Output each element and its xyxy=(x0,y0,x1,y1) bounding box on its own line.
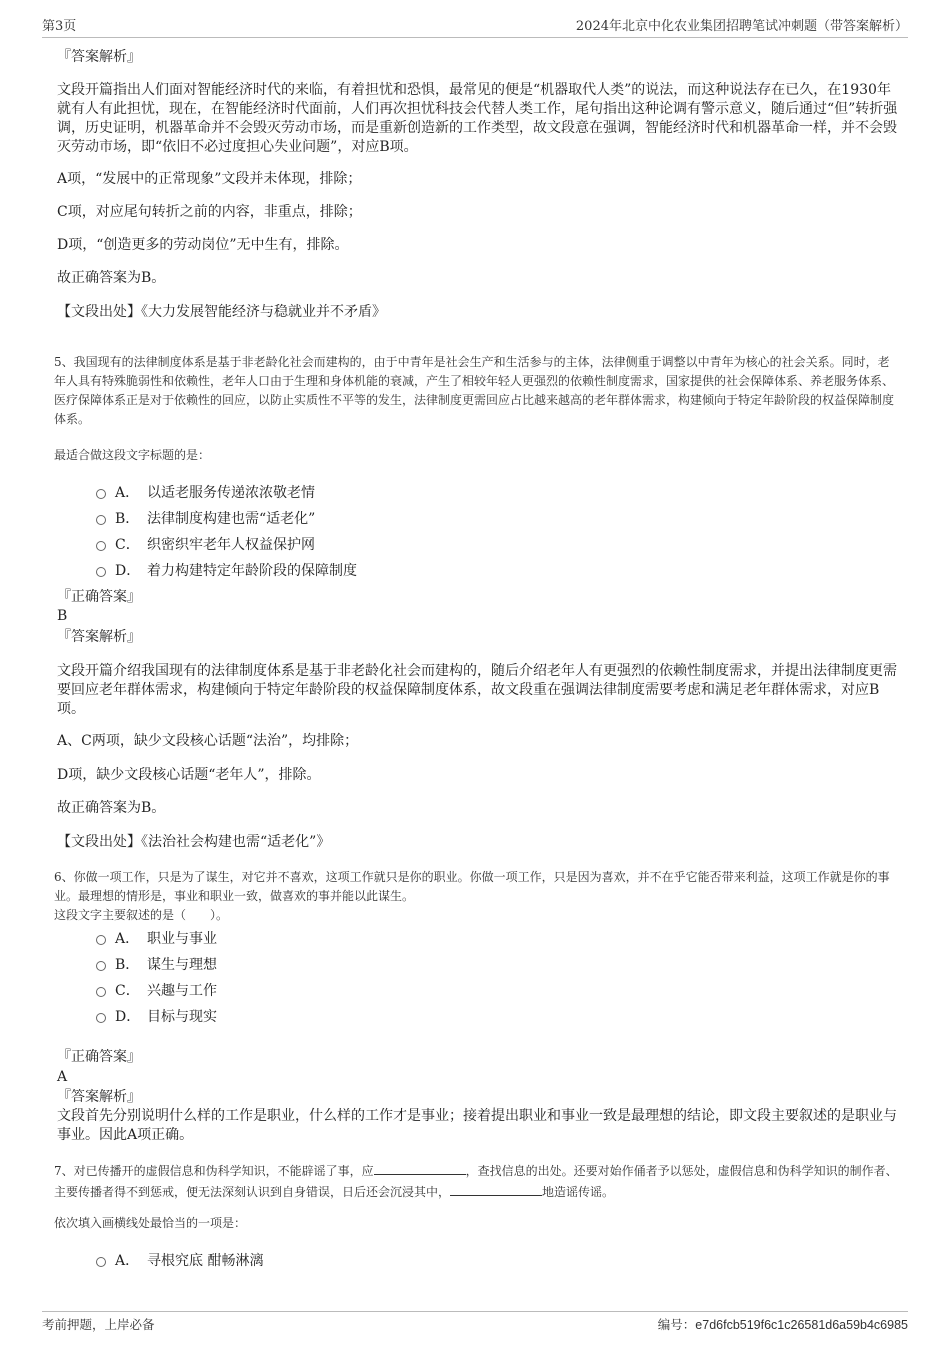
q5-option-a[interactable]: A． 以适老服务传递浓浓敬老情 xyxy=(96,482,315,502)
q5-source: 【文段出处】《法治社会构建也需“适老化”》 xyxy=(57,834,331,850)
q7-option-a[interactable]: A． 寻根究底 酣畅淋漓 xyxy=(96,1250,263,1270)
fill-blank-2[interactable] xyxy=(450,1181,542,1196)
q6-prompt: 这段文字主要叙述的是（ ）。 xyxy=(54,908,229,922)
q7-stem: 7、对已传播开的虚假信息和伪科学知识，不能辟谣了事，应 ，查找信息的出处。还要对始作俑者予以惩处，虚假信息和伪科学知识的制作者、主要传播者得不到惩戒，便无法深刻认识到自身错误，日后还会沉浸其中， 地造谣传谣。 xyxy=(54,1160,900,1202)
q6-option-d[interactable]: D． 目标与现实 xyxy=(96,1006,217,1026)
q6-answer-label: 『正确答案』 xyxy=(57,1049,141,1065)
radio-icon[interactable] xyxy=(96,987,106,997)
q5-option-b[interactable]: B． 法律制度构建也需“适老化” xyxy=(96,508,315,528)
q5-option-c[interactable]: C． 织密织牢老年人权益保护网 xyxy=(96,534,315,554)
q6-option-c[interactable]: C． 兴趣与工作 xyxy=(96,980,217,1000)
q5-prompt: 最适合做这段文字标题的是： xyxy=(54,448,211,462)
q4-c-note: C项，对应尾句转折之前的内容，非重点，排除； xyxy=(57,204,362,220)
q6-option-a[interactable]: A． 职业与事业 xyxy=(96,928,217,948)
q4-analysis: 文段开篇指出人们面对智能经济时代的来临，有着担忧和恐惧，最常见的便是“机器取代人类”的说法，而这种说法存在已久，在1930年就有人有此担忧，现在，在智能经济时代面前，人们再次担忧科技会代替人类工作，尾句指出这种论调有警示意义，随后通过“但”转折强调，历史证明，机器革命并不会毁灭劳动市场，而是重新创造新的工作类型，故文段意在强调，智能经济时代和机器革命一样，并不会毁灭劳动市场，即“依旧不必过度担心失业问题”，对应B项。 xyxy=(57,82,898,155)
radio-icon[interactable] xyxy=(96,1013,106,1023)
document-code: 编号：e7d6fcb519f6c1c26581d6a59b4c6985 xyxy=(657,1318,908,1332)
q6-option-b[interactable]: B． 谋生与理想 xyxy=(96,954,217,974)
q5-analysis-label: 『答案解析』 xyxy=(57,629,141,645)
q7-prompt: 依次填入画横线处最恰当的一项是： xyxy=(54,1216,247,1230)
q4-a-note: A项，“发展中的正常现象”文段并未体现，排除； xyxy=(57,171,362,187)
page-header xyxy=(42,14,908,38)
q6-analysis-label: 『答案解析』 xyxy=(57,1089,141,1105)
q5-answer-label: 『正确答案』 xyxy=(57,589,141,605)
q6-answer: A xyxy=(57,1069,68,1085)
q4-source: 【文段出处】《大力发展智能经济与稳就业并不矛盾》 xyxy=(57,304,386,320)
radio-icon[interactable] xyxy=(96,1257,106,1267)
q4-conclusion: 故正确答案为B。 xyxy=(57,270,166,286)
radio-icon[interactable] xyxy=(96,961,106,971)
radio-icon[interactable] xyxy=(96,515,106,525)
q5-d-note: D项，缺少文段核心话题“老年人”，排除。 xyxy=(57,767,321,783)
q5-conclusion: 故正确答案为B。 xyxy=(57,800,166,816)
radio-icon[interactable] xyxy=(96,935,106,945)
document-title: 2024年北京中化农业集团招聘笔试冲刺题（带答案解析） xyxy=(575,19,908,34)
radio-icon[interactable] xyxy=(96,489,106,499)
q6-analysis: 文段首先分别说明什么样的工作是职业，什么样的工作才是事业；接着提出职业和事业一致是最理想的结论，即文段主要叙述的是职业与事业。因此A项正确。 xyxy=(57,1108,897,1143)
radio-icon[interactable] xyxy=(96,541,106,551)
footer-slogan: 考前押题，上岸必备 xyxy=(42,1317,155,1332)
page-number: 第3页 xyxy=(42,19,77,34)
q4-analysis-label: 『答案解析』 xyxy=(57,49,141,65)
q5-analysis: 文段开篇介绍我国现有的法律制度体系是基于非老龄化社会而建构的，随后介绍老年人有更强烈的依赖性制度需求，并提出法律制度更需要回应老年群体需求，构建倾向于特定年龄阶段的权益保障制度体系，故文段重在强调法律制度需要考虑和满足老年群体需求，对应B项。 xyxy=(57,663,897,717)
q5-answer: B xyxy=(57,608,68,624)
page-footer xyxy=(42,1311,908,1336)
q5-option-d[interactable]: D． 着力构建特定年龄阶段的保障制度 xyxy=(96,560,357,580)
q6-stem: 6、你做一项工作，只是为了谋生，对它并不喜欢，这项工作就只是你的职业。你做一项工作，只是因为喜欢，并不在乎它能否带来利益，这项工作就是你的事业。最理想的情形是，事业和职业一致，做喜欢的事并能以此谋生。 xyxy=(54,870,890,903)
q5-ac-note: A、C两项，缺少文段核心话题“法治”，均排除； xyxy=(57,733,359,749)
q4-d-note: D项，“创造更多的劳动岗位”无中生有，排除。 xyxy=(57,237,349,253)
q5-stem: 5、我国现有的法律制度体系是基于非老龄化社会而建构的，由于中青年是社会生产和生活参与的主体，法律侧重于调整以中青年为核心的社会关系。同时，老年人具有特殊脆弱性和依赖性，老年人口由于生理和身体机能的衰减，产生了相较年轻人更强烈的依赖性制度需求，国家提供的社会保障体系、养老服务体系、医疗保障体系正是对于依赖性的回应，以防止实质性不平等的发生，法律制度更需回应占比越来越高的老年群体需求，构建倾向于特定年龄阶段的权益保障制度体系。 xyxy=(54,355,895,426)
fill-blank-1[interactable] xyxy=(374,1160,466,1175)
radio-icon[interactable] xyxy=(96,567,106,577)
